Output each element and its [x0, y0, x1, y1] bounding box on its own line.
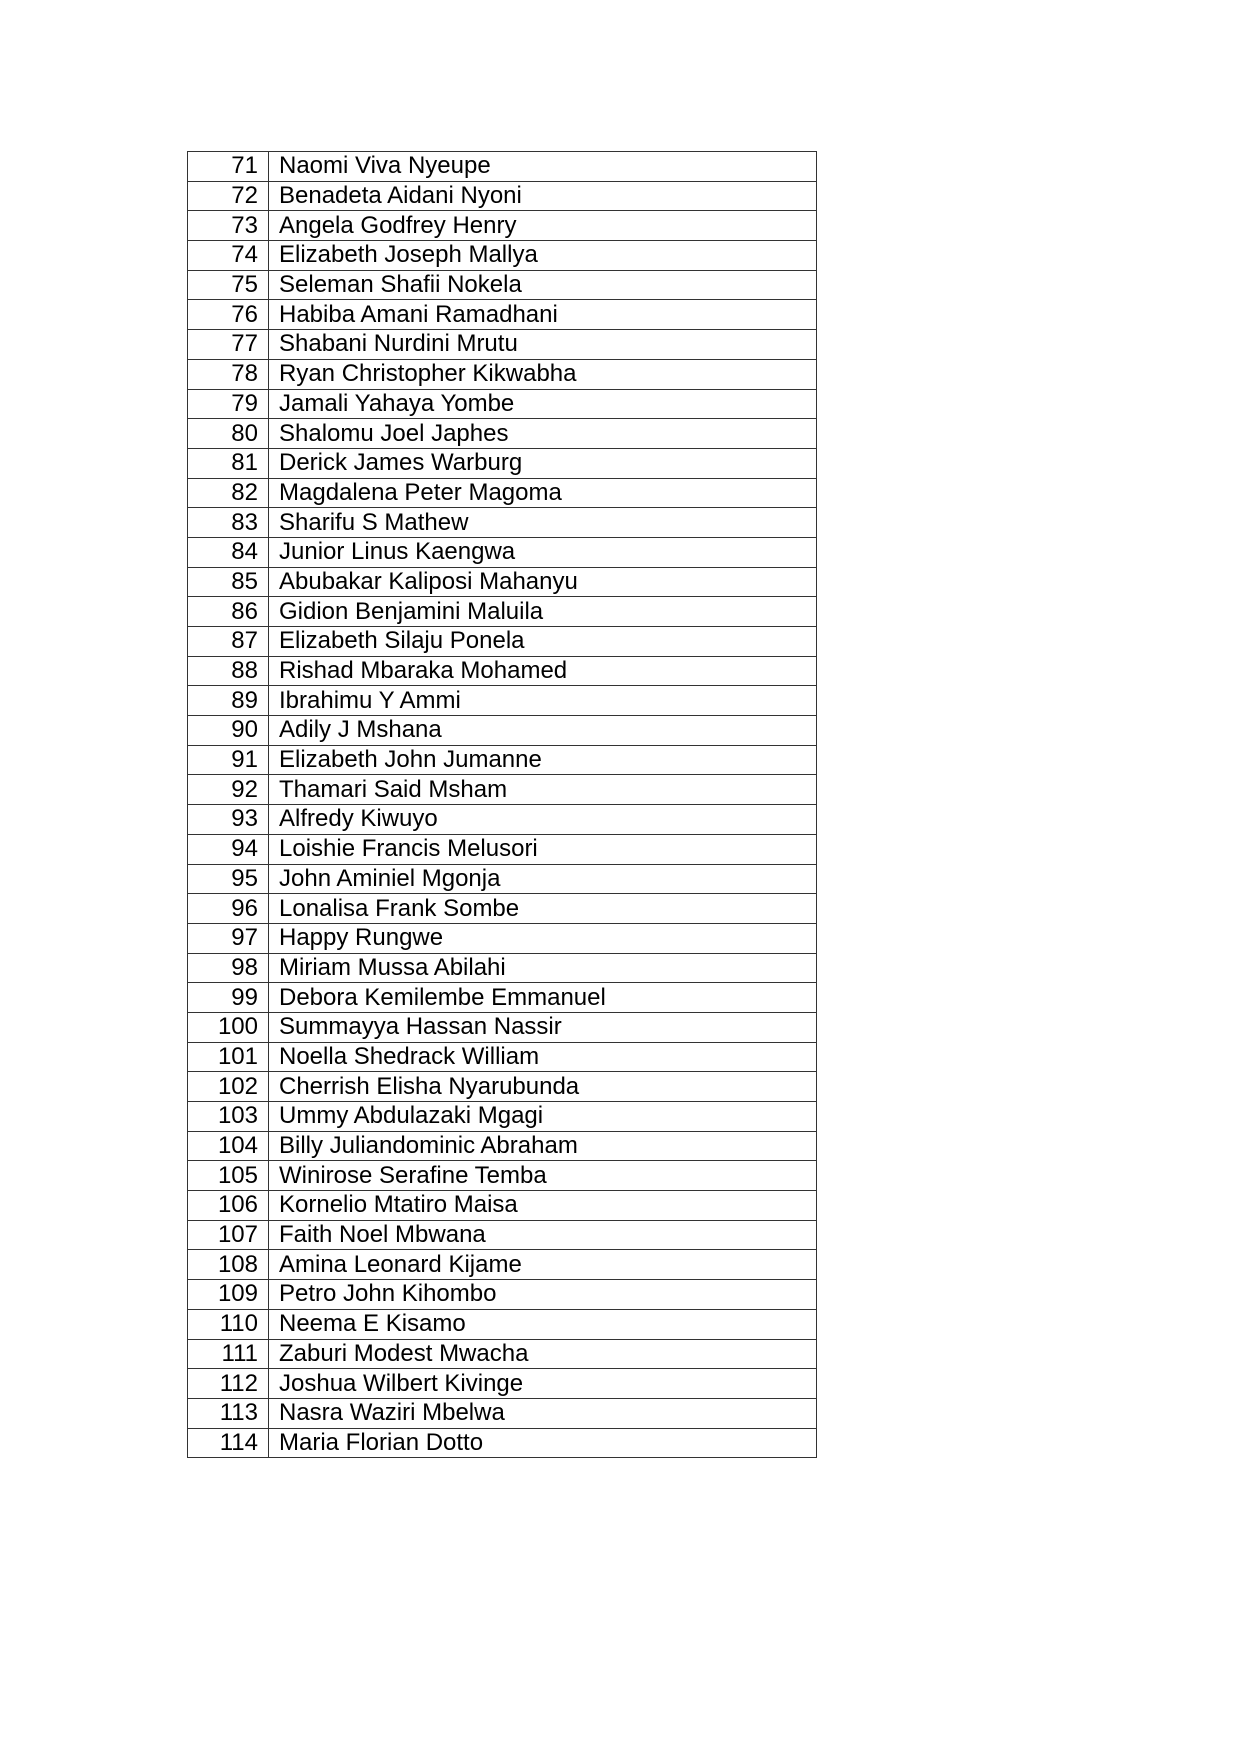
row-number: 107 — [188, 1220, 269, 1250]
row-number: 106 — [188, 1191, 269, 1221]
row-number: 77 — [188, 330, 269, 360]
row-name: Adily J Mshana — [269, 716, 817, 746]
table-row — [188, 1250, 817, 1280]
table-row — [188, 1191, 817, 1221]
row-number: 114 — [188, 1428, 269, 1458]
row-name: Loishie Francis Melusori — [269, 834, 817, 864]
row-name: Happy Rungwe — [269, 923, 817, 953]
row-name: Derick James Warburg — [269, 448, 817, 478]
row-number: 92 — [188, 775, 269, 805]
row-number: 96 — [188, 894, 269, 924]
row-number: 91 — [188, 745, 269, 775]
row-number: 74 — [188, 241, 269, 271]
row-number: 81 — [188, 448, 269, 478]
row-number: 93 — [188, 805, 269, 835]
row-number: 100 — [188, 1012, 269, 1042]
row-name: Abubakar Kaliposi Mahanyu — [269, 567, 817, 597]
row-number: 105 — [188, 1161, 269, 1191]
row-name: Elizabeth John Jumanne — [269, 745, 817, 775]
row-name: Faith Noel Mbwana — [269, 1220, 817, 1250]
table-row — [188, 1012, 817, 1042]
row-number: 85 — [188, 567, 269, 597]
row-name: Nasra Waziri Mbelwa — [269, 1398, 817, 1428]
row-number: 108 — [188, 1250, 269, 1280]
row-name: Billy Juliandominic Abraham — [269, 1131, 817, 1161]
table-row — [188, 923, 817, 953]
row-number: 75 — [188, 270, 269, 300]
table-row — [188, 211, 817, 241]
row-number: 109 — [188, 1280, 269, 1310]
row-name: Junior Linus Kaengwa — [269, 537, 817, 567]
row-number: 84 — [188, 537, 269, 567]
table-row — [188, 953, 817, 983]
row-number: 89 — [188, 686, 269, 716]
table-row — [188, 716, 817, 746]
table-row — [188, 1042, 817, 1072]
row-number: 88 — [188, 656, 269, 686]
table-row — [188, 627, 817, 657]
table-row — [188, 1428, 817, 1458]
row-number: 101 — [188, 1042, 269, 1072]
row-name: Debora Kemilembe Emmanuel — [269, 983, 817, 1013]
table-row — [188, 686, 817, 716]
table-row — [188, 864, 817, 894]
table-row — [188, 152, 817, 182]
row-name: Jamali Yahaya Yombe — [269, 389, 817, 419]
row-name: Thamari Said Msham — [269, 775, 817, 805]
table-row — [188, 1131, 817, 1161]
table-row — [188, 359, 817, 389]
row-number: 102 — [188, 1072, 269, 1102]
row-name: John Aminiel Mgonja — [269, 864, 817, 894]
row-name: Habiba Amani Ramadhani — [269, 300, 817, 330]
row-name: Cherrish Elisha Nyarubunda — [269, 1072, 817, 1102]
row-number: 110 — [188, 1309, 269, 1339]
table-row — [188, 1369, 817, 1399]
row-number: 80 — [188, 419, 269, 449]
table-row — [188, 805, 817, 835]
table-row — [188, 478, 817, 508]
row-number: 103 — [188, 1102, 269, 1132]
table-row — [188, 1220, 817, 1250]
table-row — [188, 834, 817, 864]
row-number: 79 — [188, 389, 269, 419]
table-row — [188, 300, 817, 330]
row-number: 86 — [188, 597, 269, 627]
table-row — [188, 1161, 817, 1191]
table-row — [188, 1309, 817, 1339]
row-name: Summayya Hassan Nassir — [269, 1012, 817, 1042]
row-number: 87 — [188, 627, 269, 657]
table-row — [188, 419, 817, 449]
row-name: Benadeta Aidani Nyoni — [269, 181, 817, 211]
table-row — [188, 181, 817, 211]
row-name: Elizabeth Joseph Mallya — [269, 241, 817, 271]
row-number: 78 — [188, 359, 269, 389]
table-row — [188, 775, 817, 805]
table-row — [188, 597, 817, 627]
table-row — [188, 448, 817, 478]
row-number: 113 — [188, 1398, 269, 1428]
row-number: 112 — [188, 1369, 269, 1399]
row-name: Ryan Christopher Kikwabha — [269, 359, 817, 389]
row-number: 99 — [188, 983, 269, 1013]
row-number: 76 — [188, 300, 269, 330]
row-name: Lonalisa Frank Sombe — [269, 894, 817, 924]
table-row — [188, 1102, 817, 1132]
table-row — [188, 894, 817, 924]
table-row — [188, 1398, 817, 1428]
row-name: Miriam Mussa Abilahi — [269, 953, 817, 983]
row-name: Noella Shedrack William — [269, 1042, 817, 1072]
table-row — [188, 983, 817, 1013]
table-row — [188, 241, 817, 271]
row-number: 73 — [188, 211, 269, 241]
row-name: Angela Godfrey Henry — [269, 211, 817, 241]
row-name: Zaburi Modest Mwacha — [269, 1339, 817, 1369]
table-row — [188, 537, 817, 567]
row-number: 83 — [188, 508, 269, 538]
row-number: 98 — [188, 953, 269, 983]
table-row — [188, 1280, 817, 1310]
row-name: Winirose Serafine Temba — [269, 1161, 817, 1191]
row-name: Ibrahimu Y Ammi — [269, 686, 817, 716]
table-row — [188, 389, 817, 419]
row-name: Naomi Viva Nyeupe — [269, 152, 817, 182]
row-number: 111 — [188, 1339, 269, 1369]
row-name: Petro John Kihombo — [269, 1280, 817, 1310]
row-number: 94 — [188, 834, 269, 864]
row-name: Alfredy Kiwuyo — [269, 805, 817, 835]
row-number: 97 — [188, 923, 269, 953]
row-name: Gidion Benjamini Maluila — [269, 597, 817, 627]
row-name: Elizabeth Silaju Ponela — [269, 627, 817, 657]
table-row — [188, 270, 817, 300]
row-number: 95 — [188, 864, 269, 894]
row-number: 104 — [188, 1131, 269, 1161]
row-name: Maria Florian Dotto — [269, 1428, 817, 1458]
row-name: Rishad Mbaraka Mohamed — [269, 656, 817, 686]
table-row — [188, 1072, 817, 1102]
row-name: Joshua Wilbert Kivinge — [269, 1369, 817, 1399]
row-number: 71 — [188, 152, 269, 182]
table-row — [188, 745, 817, 775]
row-name: Magdalena Peter Magoma — [269, 478, 817, 508]
table-row — [188, 508, 817, 538]
table-row — [188, 1339, 817, 1369]
table-row — [188, 330, 817, 360]
row-number: 82 — [188, 478, 269, 508]
row-number: 90 — [188, 716, 269, 746]
table-row — [188, 567, 817, 597]
row-name: Shabani Nurdini Mrutu — [269, 330, 817, 360]
names-table — [187, 151, 817, 1458]
row-name: Sharifu S Mathew — [269, 508, 817, 538]
row-name: Amina Leonard Kijame — [269, 1250, 817, 1280]
row-name: Seleman Shafii Nokela — [269, 270, 817, 300]
names-table-body — [188, 152, 817, 1458]
row-name: Shalomu Joel Japhes — [269, 419, 817, 449]
row-number: 72 — [188, 181, 269, 211]
row-name: Neema E Kisamo — [269, 1309, 817, 1339]
table-row — [188, 656, 817, 686]
row-name: Kornelio Mtatiro Maisa — [269, 1191, 817, 1221]
row-name: Ummy Abdulazaki Mgagi — [269, 1102, 817, 1132]
